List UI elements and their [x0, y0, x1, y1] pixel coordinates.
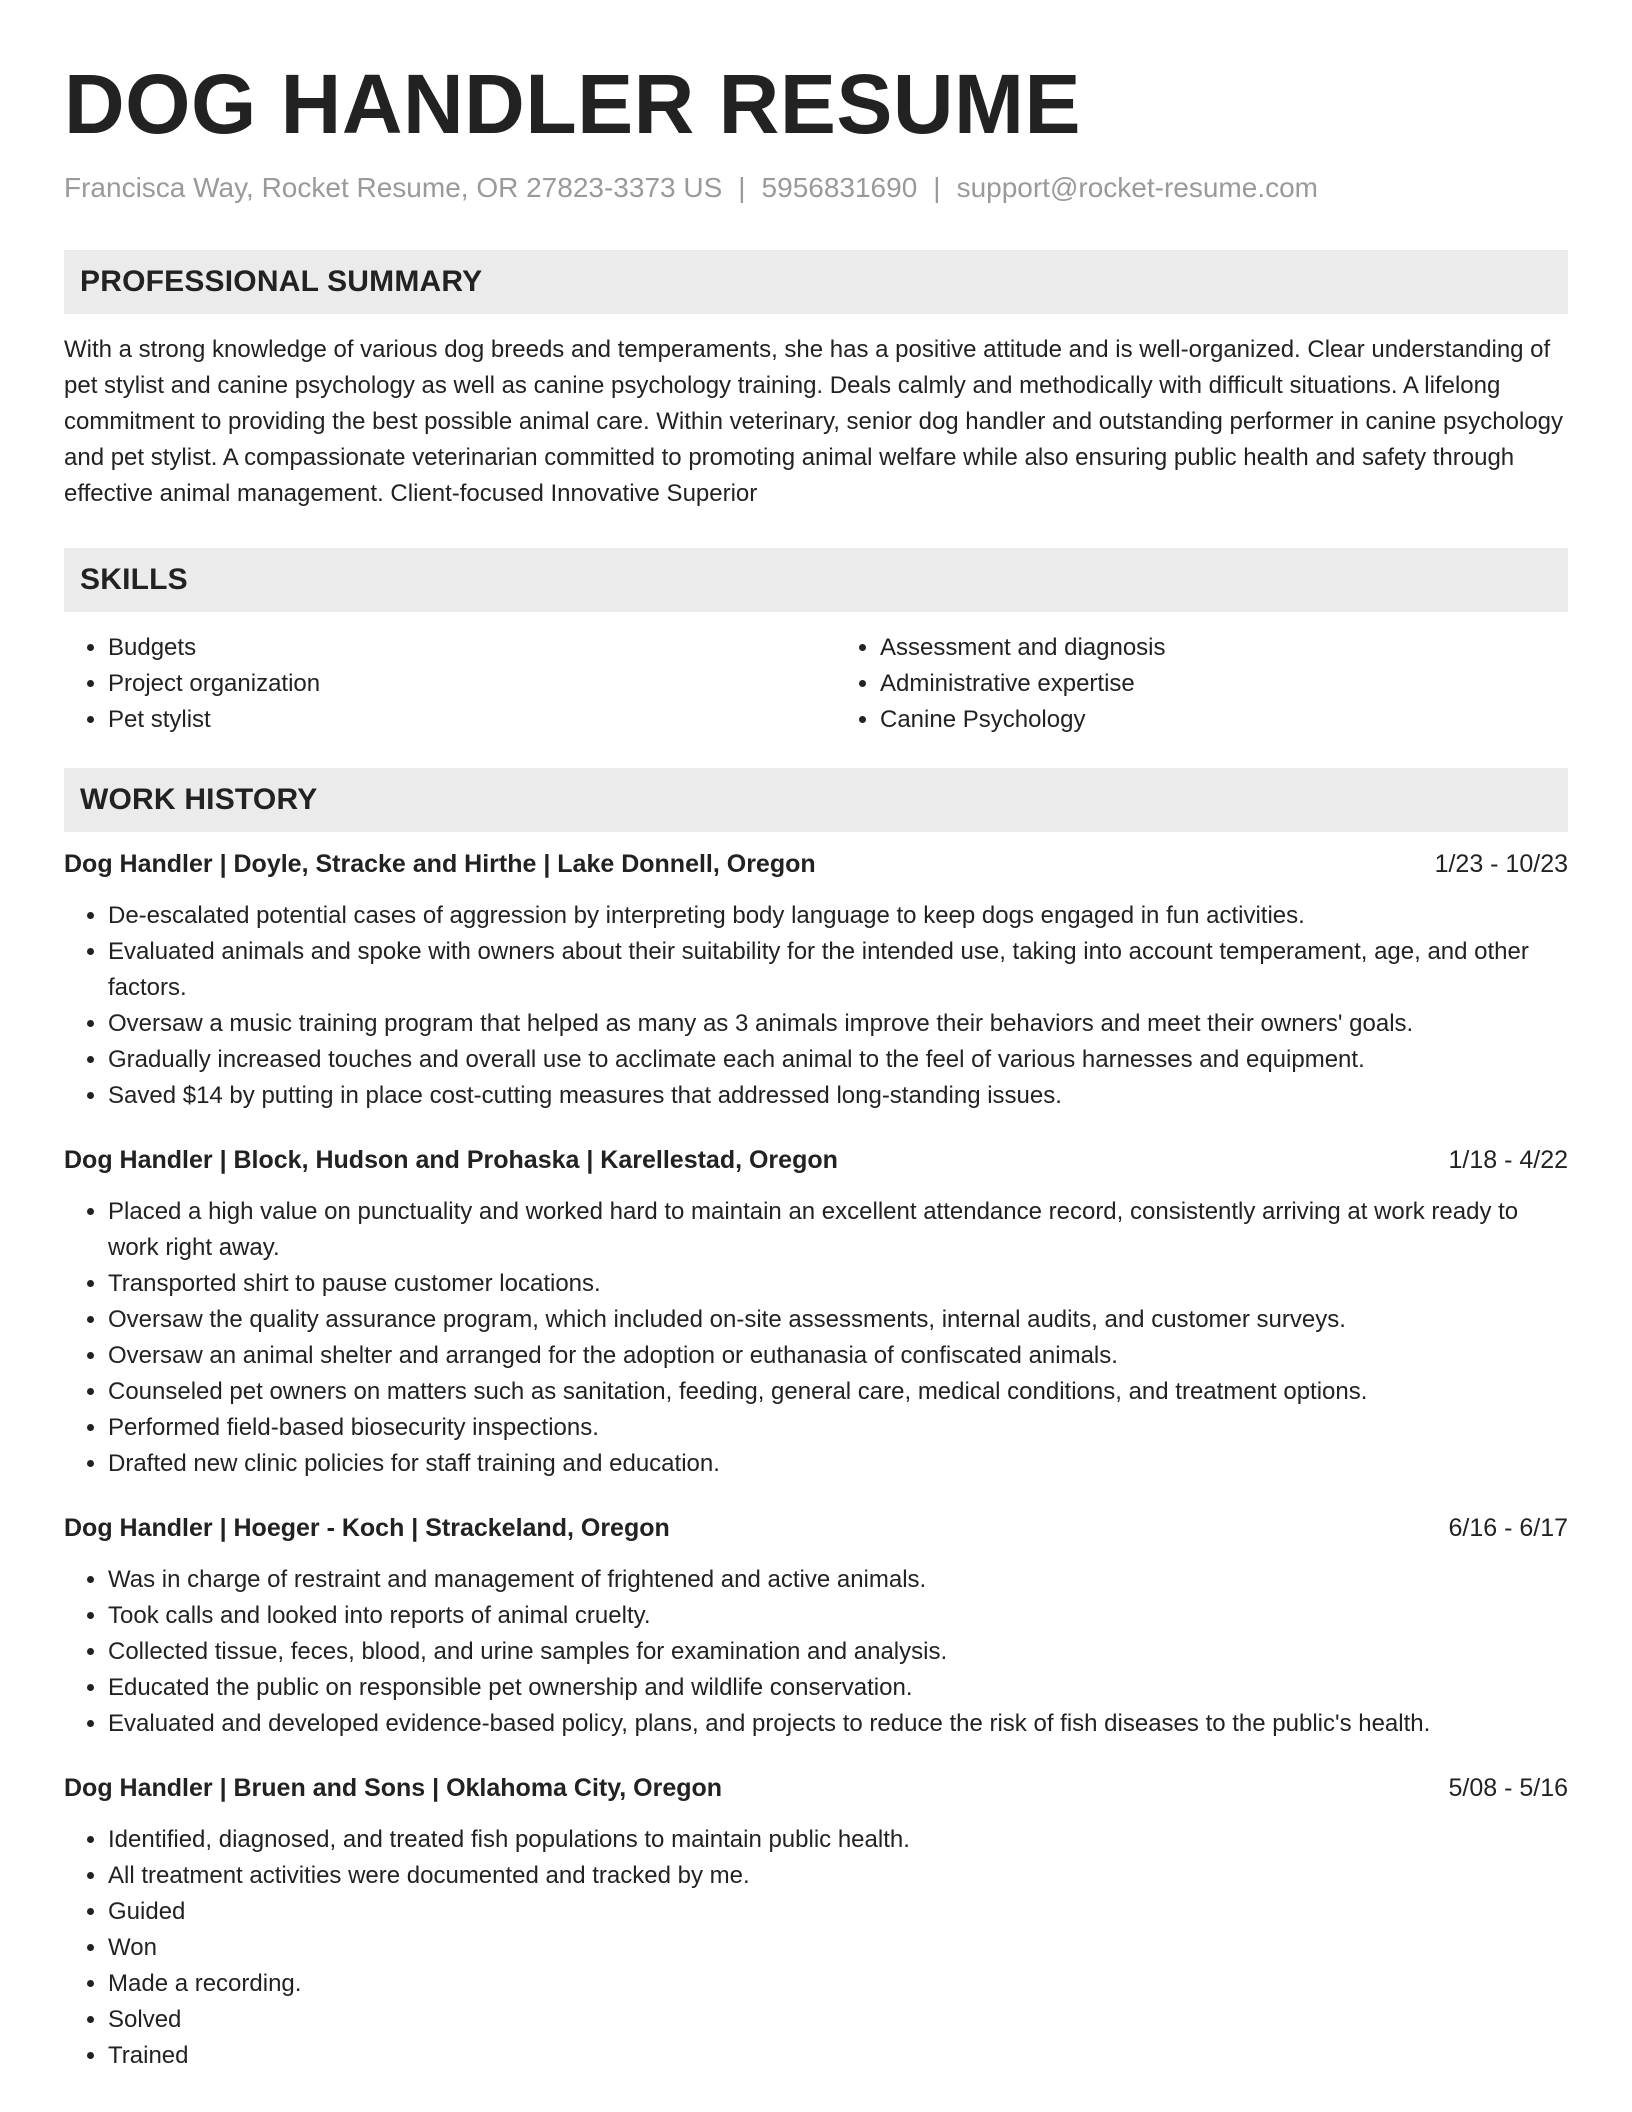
job-bullets: [64, 1562, 1568, 1742]
job-bullet: • All treatment activities were documented and tracked by me.: [108, 1858, 1568, 1894]
job-dates: 1/23 - 10/23: [1434, 850, 1568, 878]
skill-item: • Canine Psychology: [880, 702, 1568, 738]
contact-email: support@rocket-resume.com: [956, 172, 1318, 203]
job-bullet: • Identified, diagnosed, and treated fish populations to maintain public health.: [108, 1822, 1568, 1858]
skill-item: • Budgets: [108, 630, 796, 666]
job-dates: 5/08 - 5/16: [1448, 1774, 1568, 1802]
job-header: [64, 1770, 1568, 1806]
job-title: Dog Handler | Doyle, Stracke and Hirthe | Lake Donnell, Oregon: [64, 850, 816, 878]
section-header-summary: PROFESSIONAL SUMMARY: [64, 250, 1568, 314]
job-bullet: • Saved $14 by putting in place cost-cutting measures that addressed long-standing issues.: [108, 1078, 1568, 1114]
job-dates: 1/18 - 4/22: [1448, 1146, 1568, 1174]
contact-address: Francisca Way, Rocket Resume, OR 27823-3373 US: [64, 172, 723, 203]
skill-item: • Project organization: [108, 666, 796, 702]
job-bullets: [64, 898, 1568, 1114]
summary-text: With a strong knowledge of various dog breeds and temperaments, she has a positive attitude and is well-organized. Clear understanding of pet stylist and canine psychology as well as canine psychology training. Deals calmly and methodically with difficult situations. A lifelong commitment to providing the best possible animal care. Within veterinary, senior dog handler and outstanding performer in canine psychology and pet stylist. A compassionate veterinarian committed to promoting animal welfare while also ensuring public health and safety through effective animal management. Client-focused Innovative Superior: [64, 336, 1564, 507]
job-bullet: • Transported shirt to pause customer locations.: [108, 1266, 1568, 1302]
job-dates: 6/16 - 6/17: [1448, 1514, 1568, 1542]
resume-title: DOG HANDLER RESUME: [64, 57, 1082, 151]
job-entry: [64, 1142, 1568, 1482]
skill-item: • Administrative expertise: [880, 666, 1568, 702]
job-bullet: • Evaluated animals and spoke with owners about their suitability for the intended use, taking into account temperament, age, and other factors.: [108, 934, 1568, 1006]
job-bullet: • Solved: [108, 2002, 1568, 2038]
job-bullet: • Gradually increased touches and overall use to acclimate each animal to the feel of various harnesses and equipment.: [108, 1042, 1568, 1078]
contact-phone: 5956831690: [761, 172, 918, 203]
contact-line: [64, 170, 1568, 206]
job-title: Dog Handler | Bruen and Sons | Oklahoma City, Oregon: [64, 1774, 723, 1802]
job-bullet: • Won: [108, 1930, 1568, 1966]
section-header-skills: SKILLS: [64, 548, 1568, 612]
skills-column-left: [64, 630, 796, 738]
job-bullet: • Placed a high value on punctuality and worked hard to maintain an excellent attendance record, consistently arriving at work ready to work right away.: [108, 1194, 1568, 1266]
job-bullet: • Oversaw an animal shelter and arranged for the adoption or euthanasia of confiscated animals.: [108, 1338, 1568, 1374]
job-header: [64, 1142, 1568, 1178]
section-header-work-history: WORK HISTORY: [64, 768, 1568, 832]
contact-separator: |: [933, 172, 941, 203]
job-bullet: • Collected tissue, feces, blood, and urine samples for examination and analysis.: [108, 1634, 1568, 1670]
skill-item: • Assessment and diagnosis: [880, 630, 1568, 666]
job-entry: [64, 1510, 1568, 1742]
contact-separator: |: [738, 172, 746, 203]
job-bullet: • Took calls and looked into reports of animal cruelty.: [108, 1598, 1568, 1634]
job-bullet: • Made a recording.: [108, 1966, 1568, 2002]
job-bullet: • Trained: [108, 2038, 1568, 2074]
job-bullets: [64, 1194, 1568, 1482]
job-bullet: • Guided: [108, 1894, 1568, 1930]
job-title: Dog Handler | Block, Hudson and Prohaska | Karellestad, Oregon: [64, 1146, 838, 1174]
skill-item: • Pet stylist: [108, 702, 796, 738]
job-bullet: • Counseled pet owners on matters such as sanitation, feeding, general care, medical conditions, and treatment options.: [108, 1374, 1568, 1410]
job-entry: [64, 846, 1568, 1114]
job-bullet: • Oversaw the quality assurance program, which included on-site assessments, internal audits, and customer surveys.: [108, 1302, 1568, 1338]
skills-list: [64, 630, 1568, 738]
job-bullet: • Educated the public on responsible pet ownership and wildlife conservation.: [108, 1670, 1568, 1706]
skills-column-right: [836, 630, 1568, 738]
job-bullet: • Oversaw a music training program that helped as many as 3 animals improve their behaviors and meet their owners' goals.: [108, 1006, 1568, 1042]
job-header: [64, 846, 1568, 882]
job-bullet: • Evaluated and developed evidence-based policy, plans, and projects to reduce the risk of fish diseases to the public's health.: [108, 1706, 1568, 1742]
job-title: Dog Handler | Hoeger - Koch | Strackeland, Oregon: [64, 1514, 670, 1542]
job-bullet: • De-escalated potential cases of aggression by interpreting body language to keep dogs engaged in fun activities.: [108, 898, 1568, 934]
job-bullets: [64, 1822, 1568, 2074]
job-bullet: • Was in charge of restraint and management of frightened and active animals.: [108, 1562, 1568, 1598]
job-bullet: • Drafted new clinic policies for staff training and education.: [108, 1446, 1568, 1482]
job-entry: [64, 1770, 1568, 2074]
job-bullet: • Performed field-based biosecurity inspections.: [108, 1410, 1568, 1446]
job-header: [64, 1510, 1568, 1546]
